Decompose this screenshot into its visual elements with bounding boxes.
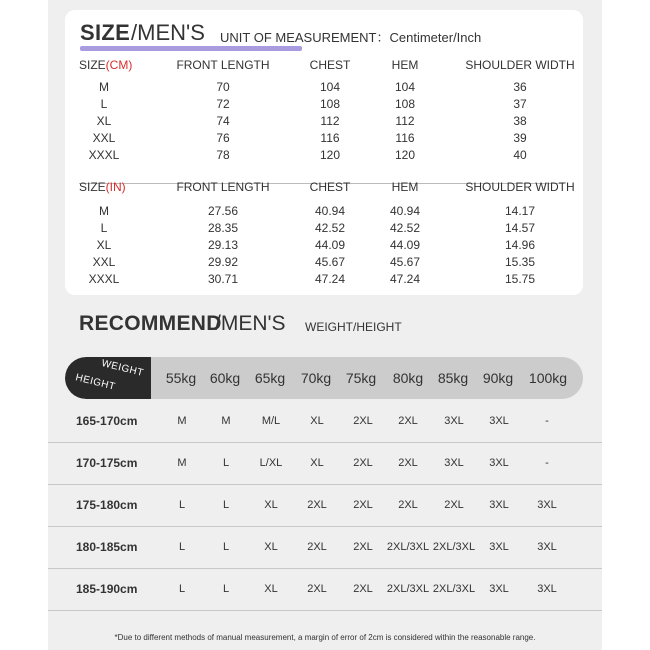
height-range-cell: 175-180cm	[76, 498, 138, 512]
recommended-size-cell: M	[221, 415, 231, 427]
recommended-size-cell: 2XL	[353, 583, 373, 595]
recommended-size-cell: 2XL	[307, 499, 327, 511]
front-length-header: FRONT LENGTH	[176, 180, 270, 194]
recommended-size-cell: L	[178, 499, 186, 511]
weight-column-header: 65kg	[254, 370, 286, 386]
front-length-cell: 78	[216, 148, 230, 162]
weight-column-header: 100kg	[528, 370, 568, 386]
size-cell: XXXL	[88, 272, 120, 286]
weight-header-bar	[65, 357, 583, 399]
corner-weight-label: WEIGHT	[100, 357, 145, 380]
recommended-size-cell: XL	[264, 499, 278, 511]
hem-cell: 112	[395, 114, 415, 128]
recommended-size-cell: M	[177, 457, 187, 469]
recommended-size-cell: 3XL	[489, 583, 509, 595]
recommended-size-cell: 2XL	[353, 415, 373, 427]
size-cell: XL	[96, 238, 112, 252]
recommended-size-cell: 3XL	[537, 541, 557, 553]
recommend-unit-label: WEIGHT/HEIGHT	[305, 320, 402, 334]
measurement-note: *Due to different methods of manual measurement, a margin of error of 2cm is considered within the reasonable range.	[114, 633, 536, 642]
inch-table-header	[65, 180, 583, 196]
title-highlight-bar	[80, 46, 302, 51]
front-length-cell: 76	[216, 131, 230, 145]
recommended-size-cell: 3XL	[537, 499, 557, 511]
recommended-size-cell: -	[545, 457, 549, 469]
chest-cell: 40.94	[314, 204, 346, 218]
shoulder-width-header: SHOULDER WIDTH	[465, 58, 575, 72]
recommended-size-cell: 3XL	[489, 415, 509, 427]
corner-height-label: HEIGHT	[74, 372, 117, 393]
hem-cell: 44.09	[389, 238, 421, 252]
size-table-row	[65, 80, 583, 96]
size-table-row	[65, 238, 583, 254]
size-cell: M	[99, 80, 109, 94]
front-length-cell: 28.35	[207, 221, 239, 235]
front-length-cell: 30.71	[207, 272, 239, 286]
recommended-size-cell: 2XL/3XL	[386, 583, 430, 595]
weight-column-header: 60kg	[209, 370, 241, 386]
size-chart-header	[80, 20, 560, 50]
shoulder-width-cell: 15.35	[504, 255, 536, 269]
front-length-cell: 70	[216, 80, 230, 94]
recommended-size-cell: 2XL	[398, 457, 418, 469]
front-length-cell: 74	[216, 114, 230, 128]
weight-column-header: 55kg	[165, 370, 197, 386]
front-length-header: FRONT LENGTH	[176, 58, 270, 72]
recommended-size-cell: 2XL	[444, 499, 464, 511]
size-table-row	[65, 148, 583, 164]
size-cell: L	[100, 97, 108, 111]
recommended-size-cell: 3XL	[489, 457, 509, 469]
recommend-table-row	[48, 485, 602, 527]
size-table-row	[65, 255, 583, 271]
front-length-cell: 72	[216, 97, 230, 111]
measurement-unit-label: UNIT OF MEASUREMENT：Centimeter/Inch	[220, 30, 482, 45]
hem-cell: 40.94	[389, 204, 421, 218]
recommended-size-cell: L	[178, 541, 186, 553]
weight-column-header: 75kg	[345, 370, 377, 386]
shoulder-width-cell: 39	[513, 131, 527, 145]
recommended-size-cell: L/XL	[259, 457, 283, 469]
hem-cell: 42.52	[389, 221, 421, 235]
recommended-size-cell: M/L	[261, 415, 281, 427]
recommended-size-cell: 2XL	[398, 499, 418, 511]
shoulder-width-cell: 14.96	[504, 238, 536, 252]
size-table-row	[65, 131, 583, 147]
chest-cell: 104	[319, 80, 341, 94]
recommended-size-cell: -	[545, 415, 549, 427]
recommended-size-cell: 2XL	[307, 583, 327, 595]
weight-column-header: 90kg	[482, 370, 514, 386]
chest-cell: 47.24	[314, 272, 346, 286]
chest-header: CHEST	[309, 58, 351, 72]
chest-cell: 42.52	[314, 221, 346, 235]
recommended-size-cell: L	[222, 541, 230, 553]
weight-height-corner	[65, 357, 151, 399]
cm-table-header	[65, 58, 583, 74]
size-cell: XXL	[92, 131, 116, 145]
chest-header: CHEST	[309, 180, 351, 194]
recommended-size-cell: L	[222, 457, 230, 469]
shoulder-width-cell: 14.57	[504, 221, 536, 235]
hem-cell: 108	[394, 97, 416, 111]
chest-cell: 116	[320, 131, 340, 145]
recommended-size-cell: 2XL/3XL	[386, 541, 430, 553]
recommended-size-cell: 3XL	[489, 499, 509, 511]
front-length-cell: 27.56	[207, 204, 239, 218]
size-table-row	[65, 114, 583, 130]
size-chart-title: SIZE	[80, 20, 131, 45]
recommend-subtitle: /MEN'S	[215, 312, 286, 335]
height-range-cell: 185-190cm	[76, 582, 138, 596]
size-cell: L	[100, 221, 108, 235]
chest-cell: 108	[319, 97, 341, 111]
recommended-size-cell: 2XL	[353, 541, 373, 553]
recommended-size-cell: M	[177, 415, 187, 427]
recommended-size-cell: L	[222, 583, 230, 595]
recommended-size-cell: 3XL	[444, 457, 464, 469]
recommend-table-row	[48, 527, 602, 569]
shoulder-width-cell: 15.75	[504, 272, 536, 286]
recommended-size-cell: XL	[264, 541, 278, 553]
recommended-size-cell: 2XL	[353, 457, 373, 469]
recommended-size-cell: XL	[310, 415, 324, 427]
recommend-table-row	[48, 401, 602, 443]
weight-column-header: 85kg	[437, 370, 469, 386]
shoulder-width-header: SHOULDER WIDTH	[465, 180, 575, 194]
hem-cell: 45.67	[389, 255, 421, 269]
shoulder-width-cell: 37	[513, 97, 527, 111]
size-column-header: SIZE(CM)	[79, 58, 133, 72]
size-cell: XXL	[92, 255, 116, 269]
size-chart-subtitle: /MEN'S	[131, 20, 205, 45]
weight-column-header: 80kg	[392, 370, 424, 386]
hem-cell: 47.24	[389, 272, 421, 286]
size-table-row	[65, 272, 583, 288]
size-table-row	[65, 221, 583, 237]
front-length-cell: 29.92	[207, 255, 239, 269]
front-length-cell: 29.13	[207, 238, 239, 252]
chest-cell: 120	[319, 148, 341, 162]
hem-header: HEM	[391, 180, 419, 194]
recommended-size-cell: 2XL	[353, 499, 373, 511]
recommended-size-cell: XL	[310, 457, 324, 469]
recommended-size-cell: 2XL	[398, 415, 418, 427]
recommended-size-cell: L	[222, 499, 230, 511]
recommended-size-cell: L	[178, 583, 186, 595]
shoulder-width-cell: 14.17	[504, 204, 536, 218]
size-table-row	[65, 97, 583, 113]
recommended-size-cell: 3XL	[489, 541, 509, 553]
shoulder-width-cell: 40	[513, 148, 527, 162]
recommend-table-row	[48, 569, 602, 611]
recommended-size-cell: 2XL/3XL	[432, 541, 476, 553]
recommend-title: RECOMMEND	[79, 312, 222, 335]
recommended-size-cell: XL	[264, 583, 278, 595]
recommended-size-cell: 3XL	[537, 583, 557, 595]
size-chart-card	[65, 10, 583, 295]
hem-cell: 116	[395, 131, 415, 145]
shoulder-width-cell: 38	[513, 114, 527, 128]
size-cell: XL	[96, 114, 112, 128]
height-range-cell: 170-175cm	[76, 456, 138, 470]
recommend-table-row	[48, 443, 602, 485]
shoulder-width-cell: 36	[513, 80, 527, 94]
hem-cell: 104	[394, 80, 416, 94]
recommended-size-cell: 2XL	[307, 541, 327, 553]
size-table-row	[65, 204, 583, 220]
size-cell: M	[99, 204, 109, 218]
height-range-cell: 165-170cm	[76, 414, 138, 428]
hem-header: HEM	[391, 58, 419, 72]
size-column-header: SIZE(IN)	[79, 180, 126, 194]
hem-cell: 120	[394, 148, 416, 162]
height-range-cell: 180-185cm	[76, 540, 138, 554]
chest-cell: 45.67	[314, 255, 346, 269]
size-cell: XXXL	[88, 148, 120, 162]
recommended-size-cell: 2XL/3XL	[432, 583, 476, 595]
chest-cell: 112	[320, 114, 340, 128]
recommended-size-cell: 3XL	[444, 415, 464, 427]
recommend-header	[79, 312, 529, 342]
weight-column-header: 70kg	[300, 370, 332, 386]
chest-cell: 44.09	[314, 238, 346, 252]
